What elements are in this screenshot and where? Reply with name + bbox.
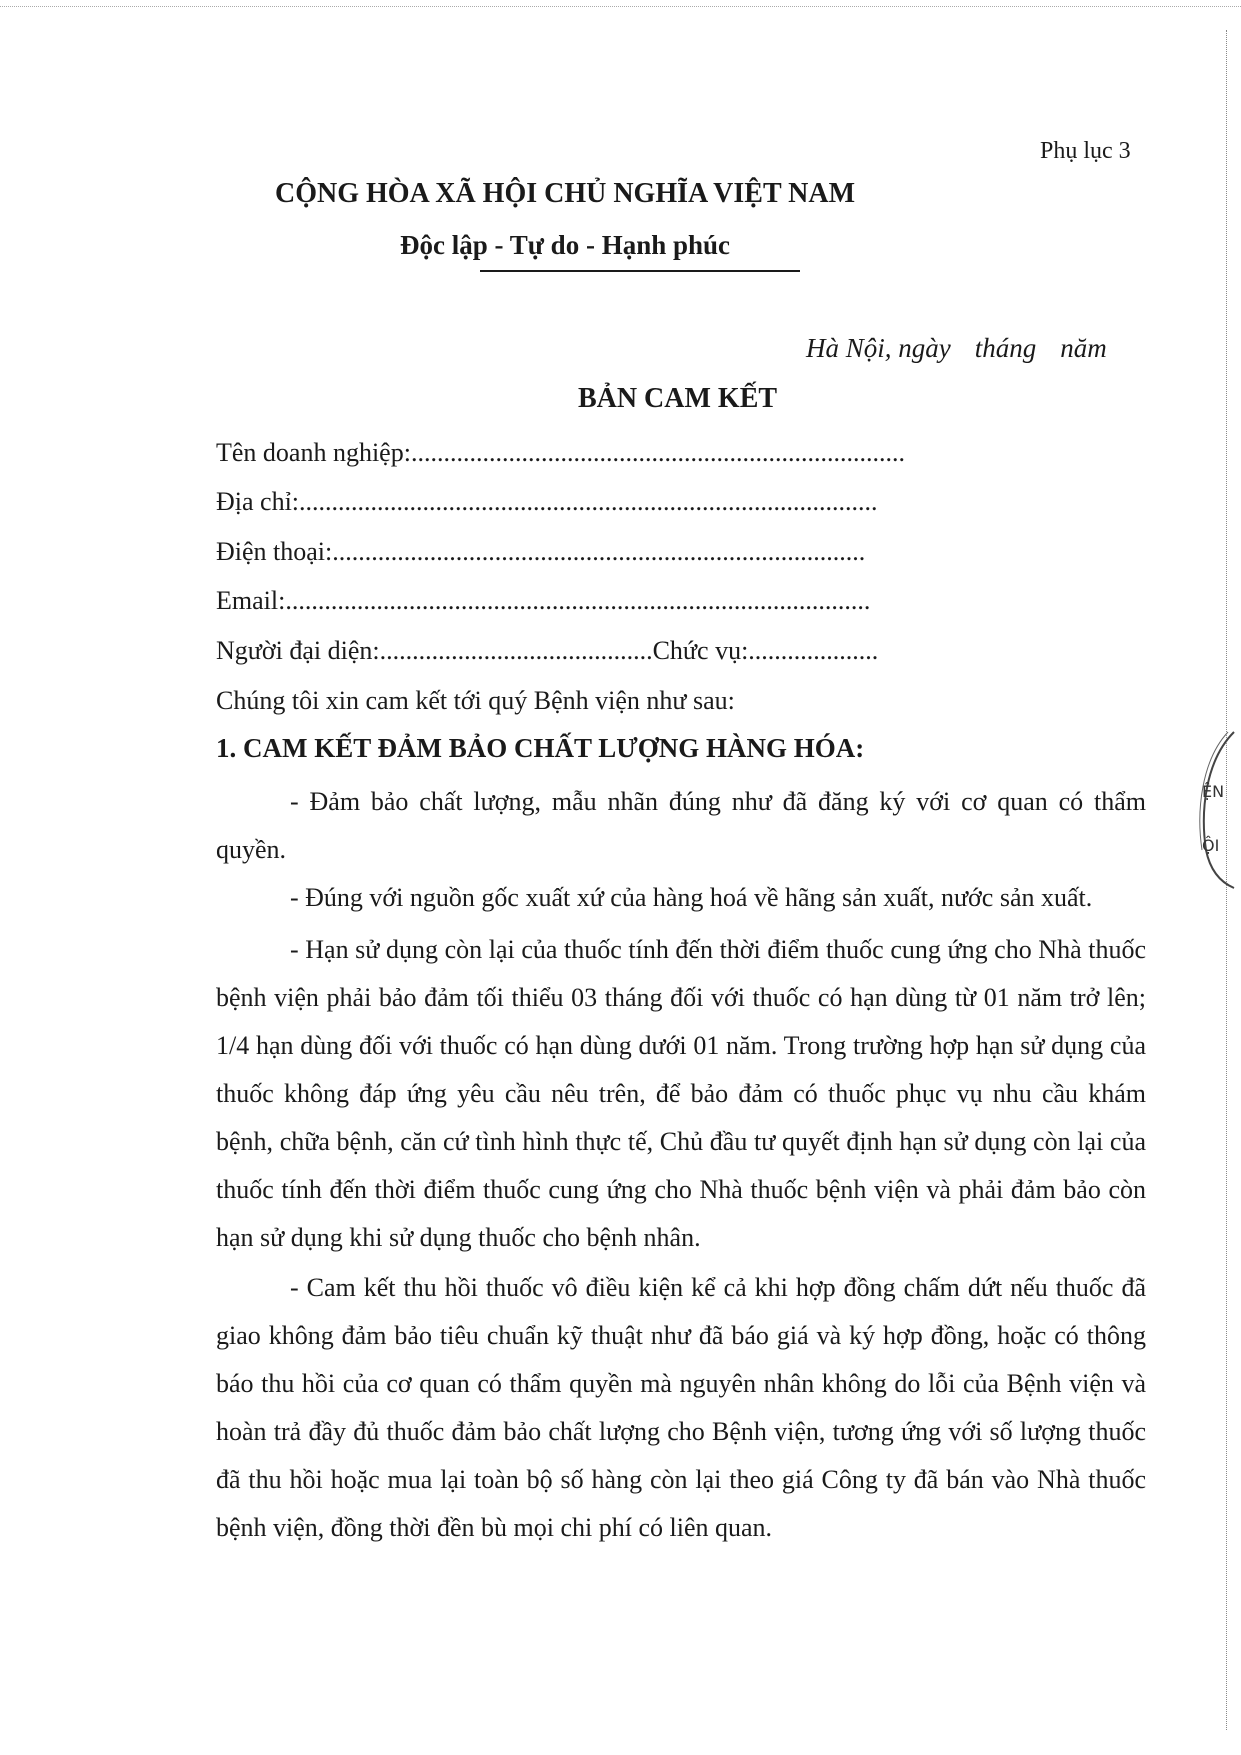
paragraph-origin <box>216 874 1146 922</box>
field-phone: Điện thoại:.................................................................................. <box>216 537 866 566</box>
seal-text-2: ỘI <box>1202 836 1220 855</box>
date-year: năm <box>1060 333 1107 363</box>
section-1-heading: 1. CAM KẾT ĐẢM BẢO CHẤT LƯỢNG HÀNG HÓA: <box>216 733 865 763</box>
motto-underline <box>480 270 800 272</box>
paragraph-quality <box>216 778 1146 874</box>
scan-top-edge <box>0 6 1241 7</box>
paragraph-recall <box>216 1264 1146 1552</box>
paragraph-expiry-text: - Hạn sử dụng còn lại của thuốc tính đến thời điểm thuốc cung ứng cho Nhà thuốc bệnh viện phải bảo đảm tối thiểu 03 tháng đối với thuốc có hạn dùng từ 01 năm trở lên; 1/4 hạn dùng đối với thuốc có hạn dùng dưới 01 năm. Trong trường hợp hạn sử dụng của thuốc không đáp ứng yêu cầu nêu trên, để bảo đảm có thuốc phục vụ nhu cầu khám bệnh, chữa bệnh, căn cứ tình hình thực tế, Chủ đầu tư quyết định hạn sử dụng còn lại của thuốc tính đến thời điểm thuốc cung ứng cho Nhà thuốc bệnh viện và phải đảm bảo còn hạn sử dụng khi sử dụng thuốc cho bệnh nhân. <box>216 935 1146 1252</box>
field-company: Tên doanh nghiệp:............................................................................ <box>216 438 905 467</box>
paragraph-expiry <box>216 926 1146 1262</box>
paragraph-recall-text: - Cam kết thu hồi thuốc vô điều kiện kể cả khi hợp đồng chấm dứt nếu thuốc đã giao không đảm bảo tiêu chuẩn kỹ thuật như đã báo giá và ký hợp đồng, hoặc có thông báo thu hồi của cơ quan có thẩm quyền mà nguyên nhân không do lỗi của Bệnh viện và hoàn trả đầy đủ thuốc đảm bảo chất lượng cho Bệnh viện, tương ứng với số lượng thuốc đã thu hồi hoặc mua lại toàn bộ số hàng còn lại theo giá Công ty đã bán vào Nhà thuốc bệnh viện, đồng thời đền bù mọi chi phí có liên quan. <box>216 1273 1146 1542</box>
document-title: BẢN CAM KẾT <box>577 383 778 414</box>
field-representative: Người đại diện:..........................................Chức vụ:.................... <box>216 636 879 665</box>
date-month: tháng <box>974 333 1037 363</box>
seal-arc-icon <box>1196 730 1236 890</box>
date-place: Hà Nội, ngày <box>806 333 951 363</box>
nation-heading: CỘNG HÒA XÃ HỘI CHỦ NGHĨA VIỆT NAM <box>274 178 856 209</box>
seal-fragment <box>1196 730 1236 890</box>
field-email: Email:.......................................................................................... <box>216 586 871 615</box>
appendix-label: Phụ lục 3 <box>1040 138 1131 164</box>
paragraph-origin-text: - Đúng với nguồn gốc xuất xứ của hàng hoá về hãng sản xuất, nước sản xuất. <box>290 883 1093 912</box>
intro-text: Chúng tôi xin cam kết tới quý Bệnh viện như sau: <box>216 686 735 715</box>
field-address: Địa chỉ:......................................................................................... <box>216 487 878 516</box>
motto: Độc lập - Tự do - Hạnh phúc <box>399 230 731 260</box>
seal-text-1: ỆN <box>1202 782 1225 801</box>
paragraph-quality-text: - Đảm bảo chất lượng, mẫu nhãn đúng như đã đăng ký với cơ quan có thẩm quyền. <box>216 787 1146 864</box>
date-line <box>806 333 1107 364</box>
